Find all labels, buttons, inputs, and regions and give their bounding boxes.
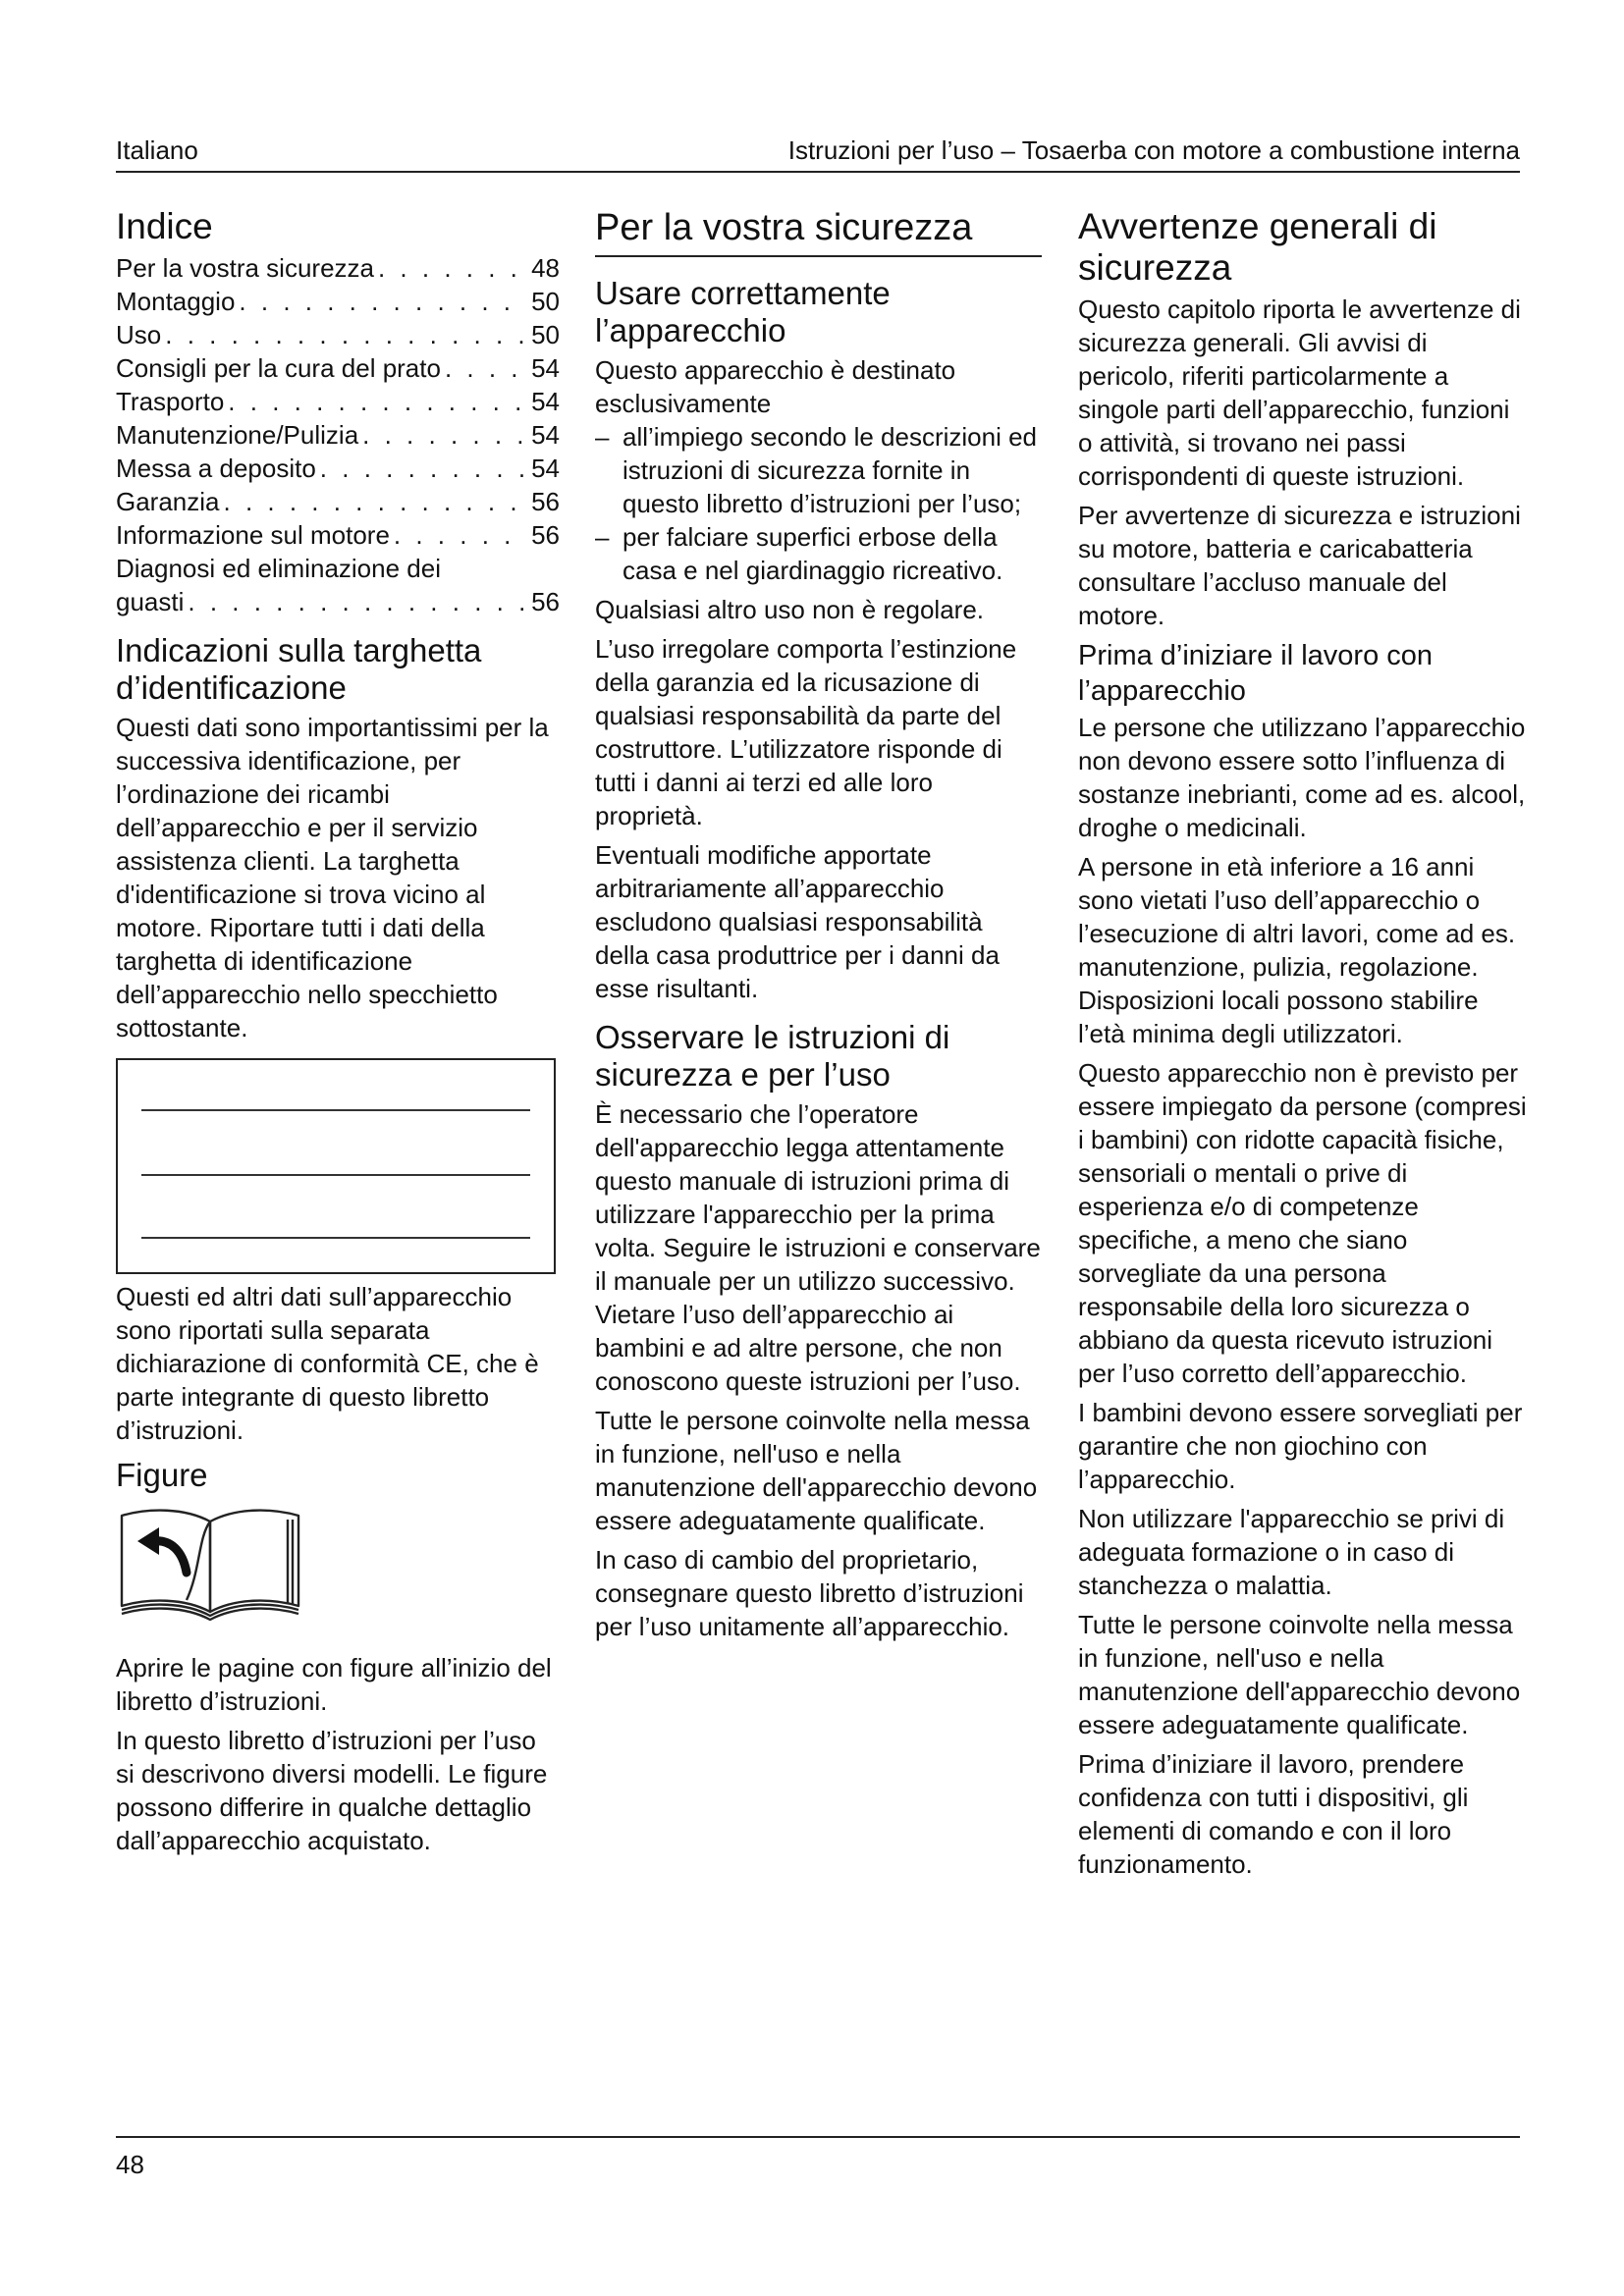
before-paragraph: A persone in età inferiore a 16 anni sono vietati l’uso dell’apparecchio o l’esecuzione di altri lavori, come ad es. manutenzione, pulizia, regolazione. Disposizioni locali possono stabilire l’età minima degli utilizzatori.: [1078, 852, 1516, 1048]
section-title: Per la vostra sicurezza: [595, 207, 973, 248]
before-paragraph: Le persone che utilizzano l’apparecchio non devono essere sotto l’influenza di sostanze inebrianti, come ad es. alcool, droghe o medicinali.: [1078, 713, 1526, 842]
use-paragraph: Eventuali modifiche apportate arbitrariamente all’apparecchio escludono qualsiasi responsabilità della casa produttrice per i danni da esse risultanti.: [595, 840, 1000, 1003]
general-paragraph: Questo capitolo riporta le avvertenze di sicurezza generali. Gli avvisi di pericolo, riferiti particolarmente a singole parti dell’apparecchio, funzioni o attività, si trovano nei passi corrispondenti di queste istruzioni.: [1078, 294, 1521, 491]
footer-divider: [116, 2136, 1520, 2138]
use-intro: Questo apparecchio è destinato esclusivamente: [595, 355, 956, 418]
before-work-title: Prima d’iniziare il lavoro con l’apparecchio: [1078, 640, 1434, 707]
observe-paragraph: Tutte le persone coinvolte nella messa in funzione, nell'uso e nella manutenzione dell'apparecchio devono essere adeguatamente qualificate.: [595, 1406, 1038, 1535]
plate-line: [141, 1174, 530, 1176]
plate-section-text: Questi dati sono importantissimi per la successiva identificazione, per l’ordinazione dei ricambi dell’apparecchio e per il servizio assistenza clienti. La targhetta d'identificazione si trova vicino al motore. Riportare tutti i dati della targhetta di identificazione dell’apparecchio nello specchietto sottostante.: [116, 713, 549, 1042]
before-paragraph: Non utilizzare l'apparecchio se privi di adeguata formazione o in caso di stanchezza o malattia.: [1078, 1504, 1505, 1600]
book-page-turn-icon: [116, 1502, 560, 1633]
toc-title: Indice: [116, 206, 213, 246]
toc-item[interactable]: Garanzia . . . 56: [116, 485, 560, 518]
toc-item[interactable]: Trasporto . . . 54: [116, 385, 560, 418]
use-paragraph: L’uso irregolare comporta l’estinzione della garanzia ed la ricusazione di qualsiasi responsabilità da parte del costruttore. L’utilizzatore risponde di tutti i danni ai terzi ed alle loro proprietà.: [595, 634, 1017, 830]
toc-item[interactable]: Informazione sul motore . . . 56: [116, 518, 560, 552]
plate-after-text: Questi ed altri dati sull’apparecchio sono riportati sulla separata dichiarazione di conformità CE, che è parte integrante di questo libretto d’istruzioni.: [116, 1282, 539, 1445]
observe-paragraph: In caso di cambio del proprietario, consegnare questo libretto d’istruzioni per l’uso unitamente all’apparecchio.: [595, 1545, 1024, 1641]
header-divider: [116, 171, 1520, 173]
plate-line: [141, 1109, 530, 1111]
column-left: [116, 206, 560, 1863]
use-title: Usare correttamente l’apparecchio: [595, 275, 891, 348]
toc-item[interactable]: Manutenzione/Pulizia . . . 54: [116, 418, 560, 452]
before-paragraph: Prima d’iniziare il lavoro, prendere confidenza con tutti i dispositivi, gli elementi di comando e con il loro funzionamento.: [1078, 1749, 1469, 1879]
figure-section-title: Figure: [116, 1457, 208, 1493]
before-paragraph: Tutte le persone coinvolte nella messa in funzione, nell'uso e nella manutenzione dell'apparecchio devono essere adeguatamente qualificate.: [1078, 1610, 1521, 1739]
observe-paragraph: È necessario che l’operatore dell'apparecchio legga attentamente questo manuale di istruzioni prima di utilizzare l'apparecchio per la prima volta. Seguire le istruzioni e conservare il manuale per un utilizzo successivo. Vietare l’uso dell’apparecchio ai bambini e ad altre persone, che non conoscono queste istruzioni per l’uso.: [595, 1099, 1041, 1396]
section-title-rule: [595, 255, 1042, 257]
before-paragraph: Questo apparecchio non è previsto per essere impiegato da persone (compresi i bambini) con ridotte capacità fisiche, sensoriali o mentali o prive di esperienza e/o di competenze specifiche, a meno che siano sorvegliate da una persona responsabile della loro sicurezza o abbiano da questa ricevuto istruzioni per l’uso corretto dell’apparecchio.: [1078, 1058, 1527, 1388]
toc-item[interactable]: Montaggio . . . 50: [116, 285, 560, 318]
figure-text-2: In questo libretto d’istruzioni per l’uso si descrivono diversi modelli. Le figure possono differire in qualche dettaglio dall’apparecchio acquistato.: [116, 1726, 548, 1855]
plate-section-title: Indicazioni sulla targhetta d’identificazione: [116, 632, 482, 706]
before-paragraph: I bambini devono essere sorvegliati per garantire che non giochino con l’apparecchio.: [1078, 1398, 1523, 1494]
general-paragraph: Per avvertenze di sicurezza e istruzioni su motore, batteria e caricabatteria consultare l’accluso manuale del motore.: [1078, 501, 1521, 630]
header-title: Istruzioni per l’uso – Tosaerba con motore a combustione interna: [787, 135, 1520, 165]
list-item: – per falciare superfici erbose della casa e nel giardinaggio ricreativo.: [595, 522, 1003, 585]
toc-item[interactable]: Diagnosi ed eliminazione dei guasti . . . 56: [116, 552, 560, 618]
toc-item[interactable]: Per la vostra sicurezza . . . 48: [116, 251, 560, 285]
general-warnings-title: Avvertenze generali di sicurezza: [1078, 206, 1437, 288]
observe-title: Osservare le istruzioni di sicurezza e per l’uso: [595, 1019, 950, 1093]
table-of-contents: [116, 251, 560, 618]
page-number: 48: [116, 2150, 144, 2179]
column-middle: [595, 206, 1042, 1649]
use-paragraph: Qualsiasi altro uso non è regolare.: [595, 595, 985, 624]
toc-item[interactable]: Uso . . . 50: [116, 318, 560, 351]
use-list: [595, 420, 1042, 587]
column-right: [1078, 206, 1528, 1887]
plate-line: [141, 1237, 530, 1239]
identification-plate-box: [116, 1058, 556, 1274]
toc-item[interactable]: Messa a deposito . . . 54: [116, 452, 560, 485]
list-item: – all’impiego secondo le descrizioni ed istruzioni di sicurezza fornite in questo libretto d’istruzioni per l’uso;: [595, 422, 1038, 518]
figure-text-1: Aprire le pagine con figure all’inizio del libretto d’istruzioni.: [116, 1653, 552, 1716]
toc-item[interactable]: Consigli per la cura del prato . . . 54: [116, 351, 560, 385]
header-language: Italiano: [116, 135, 198, 165]
